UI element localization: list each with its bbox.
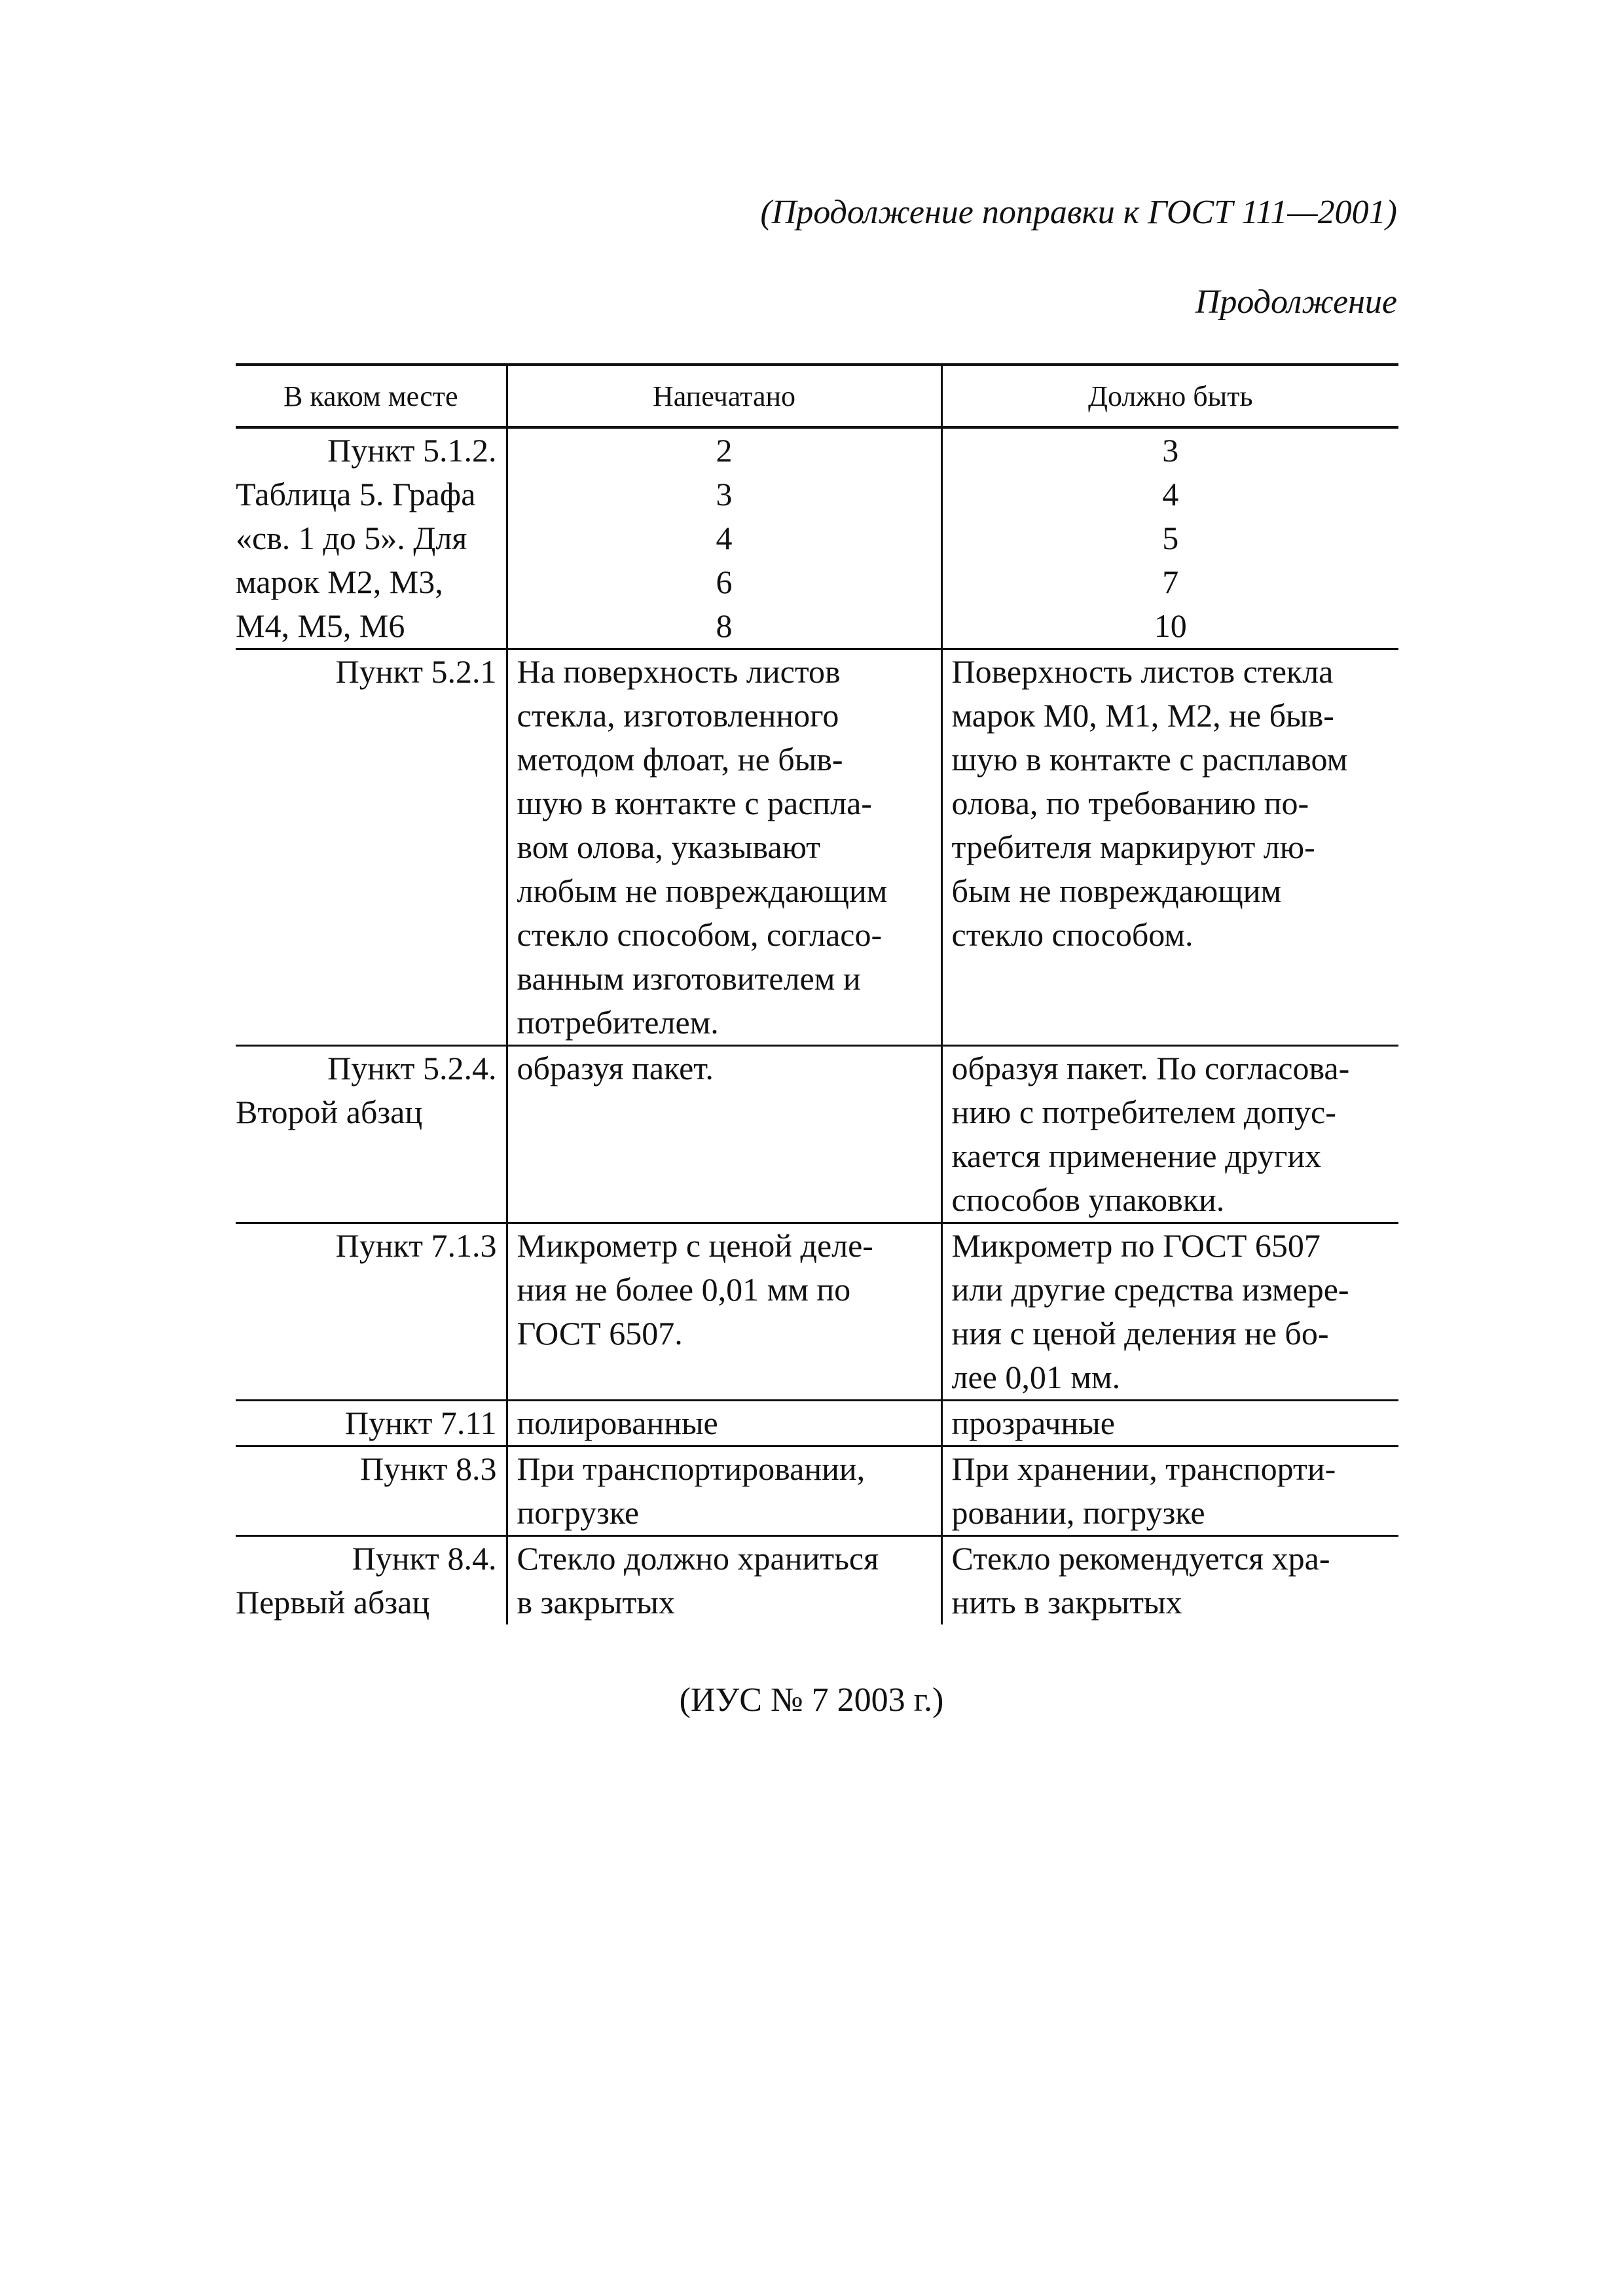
cell-printed-line: в закрытых xyxy=(517,1584,675,1621)
cell-printed-line: методом флоат, не быв- xyxy=(517,741,843,778)
cell-place-line: М4, М5, М6 xyxy=(236,607,405,644)
cell-should-be xyxy=(941,1223,1398,1401)
cell-place xyxy=(236,1446,507,1536)
document-header: (Продолжение поправки к ГОСТ 111—2001) xyxy=(760,194,1397,231)
table-row xyxy=(236,1536,1398,1625)
cell-should-be-line: 5 xyxy=(1162,520,1179,556)
cell-should-be-line: или другие средства измере- xyxy=(951,1271,1349,1308)
cell-should-be xyxy=(941,1536,1398,1625)
cell-place-line: Первый абзац xyxy=(236,1584,430,1621)
cell-printed-line: 6 xyxy=(716,564,733,600)
cell-place-line: марок М2, М3, xyxy=(236,564,443,600)
cell-should-be-line: нить в закрытых xyxy=(951,1584,1182,1621)
cell-should-be-line: способов упаковки. xyxy=(951,1181,1225,1218)
table-row xyxy=(236,1401,1398,1446)
cell-should-be xyxy=(941,427,1398,649)
cell-should-be-line: лее 0,01 мм. xyxy=(951,1359,1121,1395)
cell-place-line: Второй абзац xyxy=(236,1094,423,1130)
cell-should-be-line: 7 xyxy=(1162,564,1179,600)
cell-should-be-line: 4 xyxy=(1162,476,1179,512)
cell-should-be xyxy=(941,1046,1398,1223)
cell-printed-line: 3 xyxy=(716,476,733,512)
cell-should-be-line: Поверхность листов стекла xyxy=(951,653,1334,690)
cell-printed-line: потребителем. xyxy=(517,1004,719,1041)
cell-printed-line: ГОСТ 6507. xyxy=(517,1315,683,1352)
table-row xyxy=(236,1223,1398,1401)
cell-printed xyxy=(507,1046,941,1223)
cell-place-line: Пункт 8.4. xyxy=(352,1540,497,1577)
cell-should-be-line: стекло способом. xyxy=(951,916,1194,953)
cell-should-be xyxy=(941,649,1398,1046)
cell-printed-line: вом олова, указывают xyxy=(517,829,821,865)
footer-reference: (ИУС № 7 2003 г.) xyxy=(679,1681,944,1719)
cell-place xyxy=(236,1536,507,1625)
cell-printed-line: 2 xyxy=(716,432,733,469)
cell-place-line: Таблица 5. Графа xyxy=(236,476,476,512)
cell-printed-line: 8 xyxy=(716,607,733,644)
cell-printed-line: Микрометр с ценой деле- xyxy=(517,1227,873,1264)
cell-printed-line: На поверхность листов xyxy=(517,653,841,690)
cell-place xyxy=(236,1046,507,1223)
cell-printed-line: любым не повреждающим xyxy=(517,872,888,909)
cell-should-be-line: 10 xyxy=(1154,607,1187,644)
cell-should-be-line: кается применение других xyxy=(951,1138,1322,1174)
cell-should-be-line: образуя пакет. По согласова- xyxy=(951,1050,1350,1086)
cell-place-line: Пункт 7.1.3 xyxy=(335,1227,497,1264)
cell-should-be-line: марок М0, М1, М2, не быв- xyxy=(951,697,1334,734)
cell-printed-line: Стекло должно храниться xyxy=(517,1540,879,1577)
cell-printed xyxy=(507,1401,941,1446)
column-header-should-be: Должно быть xyxy=(941,365,1398,427)
corrections-table xyxy=(236,363,1398,1624)
cell-printed xyxy=(507,1223,941,1401)
cell-should-be-line: бым не повреждающим xyxy=(951,872,1282,909)
cell-printed-line: погрузке xyxy=(517,1494,640,1531)
cell-printed-line: 4 xyxy=(716,520,733,556)
cell-should-be-line: прозрачные xyxy=(951,1405,1115,1441)
cell-should-be-line: шую в контакте с расплавом xyxy=(951,741,1348,778)
cell-place-line: Пункт 5.1.2. xyxy=(327,432,497,469)
cell-printed xyxy=(507,1536,941,1625)
continuation-label: Продолжение xyxy=(1195,283,1397,321)
cell-should-be-line: ровании, погрузке xyxy=(951,1494,1205,1531)
cell-place-line: Пункт 8.3 xyxy=(360,1450,497,1487)
cell-place-line: Пункт 5.2.1 xyxy=(335,653,497,690)
cell-printed-line: При транспортировании, xyxy=(517,1450,866,1487)
cell-printed xyxy=(507,1446,941,1536)
cell-should-be-line: требителя маркируют лю- xyxy=(951,829,1315,865)
table-row xyxy=(236,427,1398,649)
table-row xyxy=(236,649,1398,1046)
cell-place-line: «св. 1 до 5». Для xyxy=(236,520,467,556)
cell-should-be-line: При хранении, транспорти- xyxy=(951,1450,1336,1487)
cell-printed xyxy=(507,427,941,649)
table-row xyxy=(236,1046,1398,1223)
cell-place-line: Пункт 7.11 xyxy=(345,1405,497,1441)
cell-printed-line: шую в контакте с распла- xyxy=(517,785,872,821)
cell-place-line: Пункт 5.2.4. xyxy=(327,1050,497,1086)
cell-printed-line: полированные xyxy=(517,1405,718,1441)
table-row xyxy=(236,1446,1398,1536)
cell-place xyxy=(236,1401,507,1446)
cell-printed-line: образуя пакет. xyxy=(517,1050,714,1086)
cell-printed-line: стекла, изготовленного xyxy=(517,697,839,734)
cell-should-be xyxy=(941,1446,1398,1536)
column-header-place: В каком месте xyxy=(236,365,507,427)
cell-place xyxy=(236,427,507,649)
cell-printed-line: стекло способом, согласо- xyxy=(517,916,883,953)
column-header-printed: Напечатано xyxy=(507,365,941,427)
cell-should-be-line: Микрометр по ГОСТ 6507 xyxy=(951,1227,1321,1264)
cell-place xyxy=(236,649,507,1046)
cell-should-be-line: Стекло рекомендуется хра- xyxy=(951,1540,1330,1577)
cell-should-be-line: олова, по требованию по- xyxy=(951,785,1309,821)
cell-printed xyxy=(507,649,941,1046)
cell-should-be-line: ния с ценой деления не бо- xyxy=(951,1315,1329,1352)
table-header-row xyxy=(236,365,1398,427)
cell-should-be xyxy=(941,1401,1398,1446)
cell-should-be-line: нию с потребителем допус- xyxy=(951,1094,1336,1130)
cell-printed-line: ния не более 0,01 мм по xyxy=(517,1271,851,1308)
cell-printed-line: ванным изготовителем и xyxy=(517,960,861,997)
cell-place xyxy=(236,1223,507,1401)
cell-should-be-line: 3 xyxy=(1162,432,1179,469)
